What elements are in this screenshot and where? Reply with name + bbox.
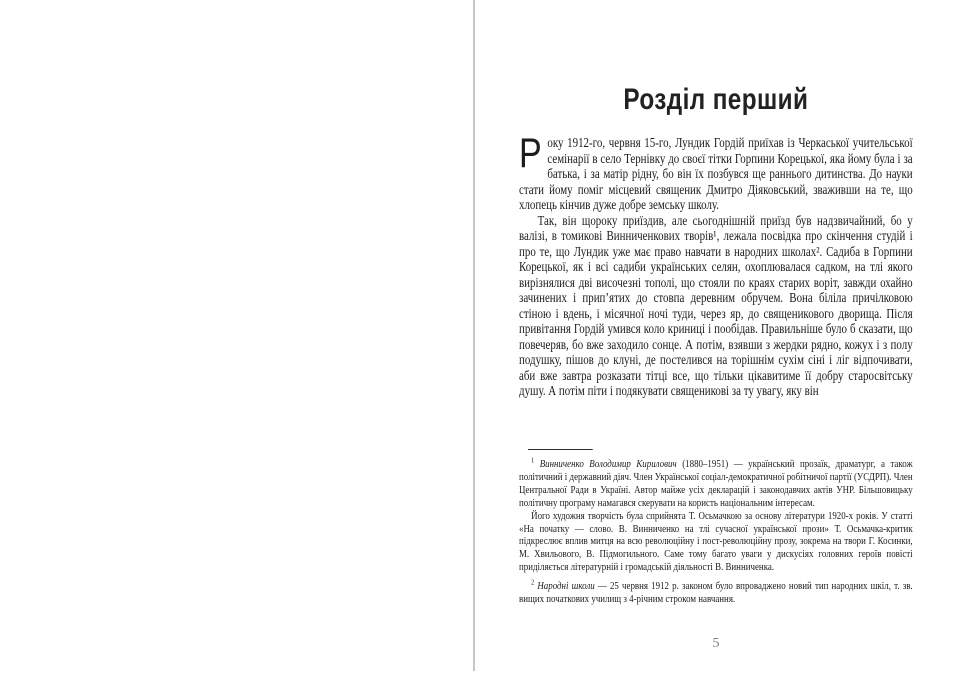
chapter-title: Розділ перший bbox=[623, 83, 809, 116]
footnote-1 bbox=[519, 455, 913, 510]
body-paragraph-1-text: оку 1912-го, червня 15-го, Лундик Гордій приїхав із Черкаської учительської семінарії в село Тернівку до своєї тітки Горпини Корецької, яка йому була і за батька, і за матір рідну, бо він їх позбувся ще раннього дитинства. До науки стати йому поміг місцевий священик Дмитро Діяковський, зваживши на те, що хлопець кінчив дуже добре земську школу. bbox=[519, 135, 913, 212]
footnote-2-text: — 25 червня 1912 р. законом було впроваджено новий тип народних шкіл, т. зв. вищих початкових училищ з 4-річним строком навчання. bbox=[519, 580, 913, 606]
footnote-2 bbox=[519, 577, 913, 606]
footnote-1-text: (1880–1951) — український прозаїк, драматург, а також політичний і державний діяч. Член Української соціал-демократичної робітничої партії (УСДРП). Член Центральної Ради в Україні. Автор майже усіх декларацій і законодавчих актів УНР. Більшовицьку політичну програму намагався скерувати на користь національним інтересам. bbox=[519, 458, 913, 509]
body-paragraph-2: Так, він щороку приїздив, але сьогоднішній приїзд був надзвичайний, бо у валізі, в томикові Винниченкових творів¹, лежала посвідка про скінчення студій і про те, що Лундик уже має право навчати в народних школах². Садиба в Горпини Корецької, як і всі садиби українських селян, охоплювалася садком, на тлі якого вирізнялися дві височезні тополі, що стояли по краях старих воріт, завжди охайно зачинених і прип’ятих до стовпа деревним обручем. Вона біліла причілковою стіною і вдень, і місячної ночі туди, через яр, до священикового дворища. Після привітання Гордій умився коло криниці і пообідав. Правильніше було б сказати, що повечеряв, бо вже заходило сонце. А потім, взявши з жердки рядно, кожух і з полу подушку, пішов до клуні, де постелився на торішнім сухім сіні і ліг відпочивати, аби вже завтра розказати тітці все, що тільки цікавитиме її добру старосвітську душу. А потім піти і подякувати священикові за ту увагу, яку він bbox=[519, 212, 913, 398]
body-paragraph-1 bbox=[519, 129, 913, 213]
footnotes-section bbox=[519, 449, 913, 606]
footnote-1-term: Винниченко Володимир Кирилович bbox=[539, 458, 677, 470]
footnote-2-term: Народні школи bbox=[537, 580, 595, 593]
dropcap-letter: Р bbox=[519, 129, 542, 176]
page-number: 5 bbox=[712, 636, 720, 651]
body-text-block bbox=[519, 129, 913, 399]
right-page-content bbox=[519, 0, 913, 399]
left-page-blank bbox=[0, 0, 473, 673]
footnote-separator bbox=[528, 449, 593, 450]
footnote-1-continuation: Його художня творчість була сприйнята Т. Осьмачкою за основу літератури 1920-х років. У статті «На початку — слово. В. Винниченко на тлі сучасної української прози» Т. Осьмачка-критик підкреслює вплив митця на всю революційну і пост-революційну прозу, зокрема на твори Г. Косинки, М. Хвильового, В. Підмогильного. Саме тому багато уваги у дискусіях головних героїв повісті приділяється літературній і громадській діяльності В. Винниченка. bbox=[519, 509, 913, 574]
footnote-1-marker: 1 bbox=[531, 455, 535, 465]
footnote-2-marker: 2 bbox=[531, 577, 535, 587]
